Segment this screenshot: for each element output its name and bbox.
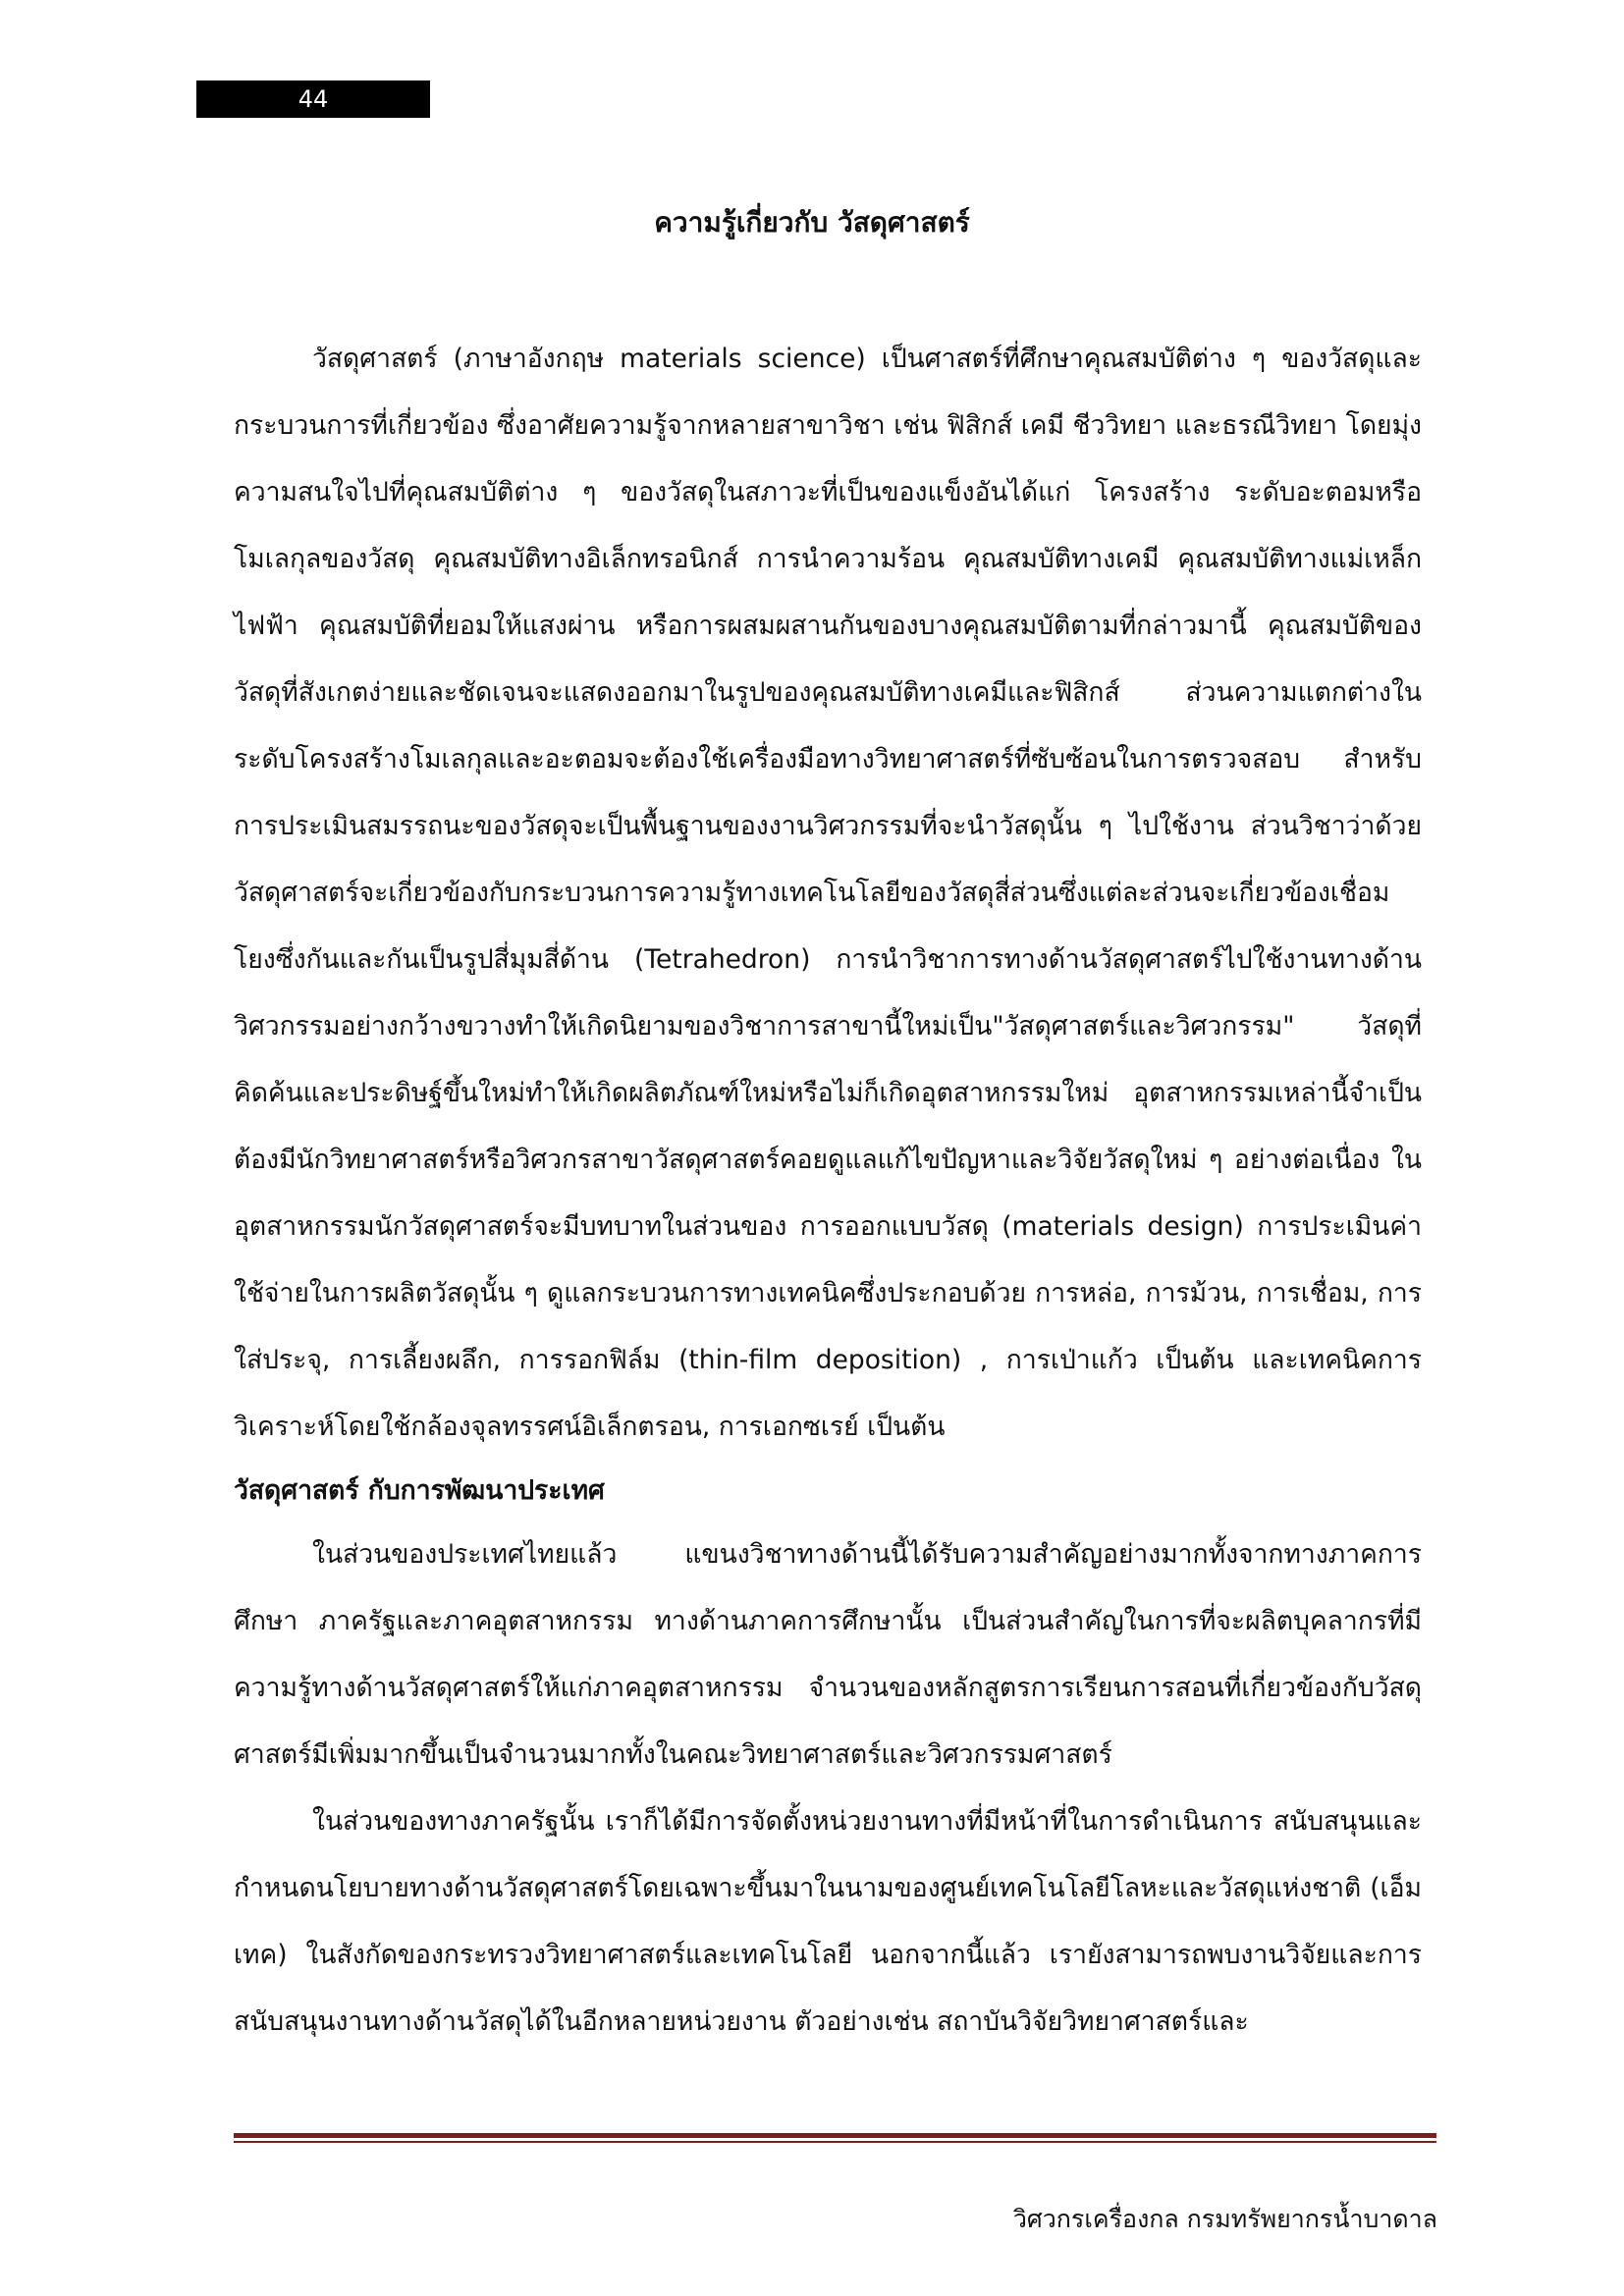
body-text [234,326,1422,2056]
page-number-bar [196,80,430,118]
development-paragraph-1: ในส่วนของประเทศไทยแล้ว แขนงวิชาทางด้านนี้ได้รับความสำคัญอย่างมากทั้งจากทางภาคการศึกษา ภาครัฐและภาคอุตสาหกรรม ทางด้านภาคการศึกษานั้น เป็นส่วนสำคัญในการที่จะผลิตบุคลากรที่มีความรู้ทางด้านวัสดุศาสตร์ให้แก่ภาคอุตสาหกรรม จำนวนของหลักสูตรการเรียนการสอนที่เกี่ยวข้องกับวัสดุศาสตร์มีเพิ่มมากขึ้นเป็นจำนวนมากทั้งในคณะวิทยาศาสตร์และวิศวกรรมศาสตร์ [234,1539,1422,1770]
footer-rule-thick [234,2133,1436,2138]
development-paragraph-2: ในส่วนของทางภาครัฐนั้น เราก็ได้มีการจัดตั้งหน่วยงานทางที่มีหน้าที่ในการดำเนินการ สนับสนุนและกำหนดนโยบายทางด้านวัสดุศาสตร์โดยเฉพาะขึ้นมาในนามของศูนย์เทคโนโลยีโลหะและวัสดุแห่งชาติ (เอ็มเทค) ในสังกัดของกระทรวงวิทยาศาสตร์และเทคโนโลยี นอกจากนี้แล้ว เรายังสามารถพบงานวิจัยและการสนับสนุนงานทางด้านวัสดุได้ในอีกหลายหน่วยงาน ตัวอย่างเช่น สถาบันวิจัยวิทยาศาสตร์และ [234,1806,1422,2037]
page-number: 44 [298,85,329,113]
footer-text: วิศวกรเครื่องกล กรมทรัพยากรน้ำบาดาล [1012,2205,1437,2233]
footer-rule-thin [234,2141,1436,2143]
section-heading: วัสดุศาสตร์ กับการพัฒนาประเทศ [234,1475,605,1506]
document-title: ความรู้เกี่ยวกับ วัสดุศาสตร์ [654,206,970,239]
intro-paragraph: วัสดุศาสตร์ (ภาษาอังกฤษ materials science) เป็นศาสตร์ที่ศึกษาคุณสมบัติต่าง ๆ ของวัสดุและกระบวนการที่เกี่ยวข้อง ซึ่งอาศัยความรู้จากหลายสาขาวิชา เช่น ฟิสิกส์ เคมี ชีววิทยา และธรณีวิทยา โดยมุ่งความสนใจไปที่คุณสมบัติต่าง ๆ ของวัสดุในสภาวะที่เป็นของแข็งอันได้แก่ โครงสร้าง ระดับอะตอมหรือโมเลกุลของวัสดุ คุณสมบัติทางอิเล็กทรอนิกส์ การนำความร้อน คุณสมบัติทางเคมี คุณสมบัติทางแม่เหล็กไฟฟ้า คุณสมบัติที่ยอมให้แสงผ่าน หรือการผสมผสานกันของบางคุณสมบัติตามที่กล่าวมานี้ คุณสมบัติของวัสดุที่สังเกตง่ายและชัดเจนจะแสดงออกมาในรูปของคุณสมบัติทางเคมีและฟิสิกส์ ส่วนความแตกต่างในระดับโครงสร้างโมเลกุลและอะตอมจะต้องใช้เครื่องมือทางวิทยาศาสตร์ที่ซับซ้อนในการตรวจสอบ สำหรับการประเมินสมรรถนะของวัสดุจะเป็นพื้นฐานของงานวิศวกรรมที่จะนำวัสดุนั้น ๆ ไปใช้งาน ส่วนวิชาว่าด้วยวัสดุศาสตร์จะเกี่ยวข้องกับกระบวนการความรู้ทางเทคโนโลยีของวัสดุสี่ส่วนซึ่งแต่ละส่วนจะเกี่ยวข้องเชื่อมโยงซึ่งกันและกันเป็นรูปสี่มุมสี่ด้าน (Tetrahedron) การนำวิชาการทางด้านวัสดุศาสตร์ไปใช้งานทางด้านวิศวกรรมอย่างกว้างขวางทำให้เกิดนิยามของวิชาการสาขานี้ใหม่เป็น"วัสดุศาสตร์และวิศวกรรม" วัสดุที่คิดค้นและประดิษฐ์ขึ้นใหม่ทำให้เกิดผลิตภัณฑ์ใหม่หรือไม่ก็เกิดอุตสาหกรรมใหม่ อุตสาหกรรมเหล่านี้จำเป็นต้องมีนักวิทยาศาสตร์หรือวิศวกรสาขาวัสดุศาสตร์คอยดูแลแก้ไขปัญหาและวิจัยวัสดุใหม่ ๆ อย่างต่อเนื่อง ในอุตสาหกรรมนักวัสดุศาสตร์จะมีบทบาทในส่วนของ การออกแบบวัสดุ (materials design) การประเมินค่าใช้จ่ายในการผลิตวัสดุนั้น ๆ ดูแลกระบวนการทางเทคนิคซึ่งประกอบด้วย การหล่อ, การม้วน, การเชื่อม, การใส่ประจุ, การเลี้ยงผลึก, การรอกฟิล์ม (thin-film deposition) , การเป่าแก้ว เป็นต้น และเทคนิคการวิเคราะห์โดยใช้กล้องจุลทรรศน์อิเล็กตรอน, การเอกซเรย์ เป็นต้น [234,344,1422,1442]
